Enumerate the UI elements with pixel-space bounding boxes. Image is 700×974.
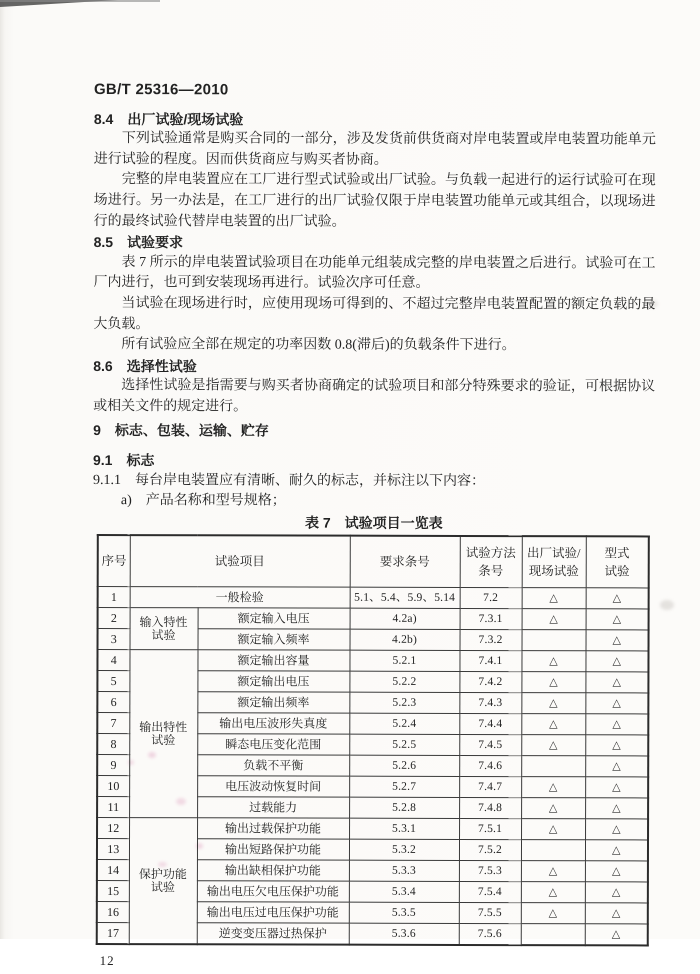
- cell-type-test-mark: △: [585, 756, 648, 777]
- cell-requirement-clause: 5.2.7: [349, 777, 459, 798]
- paragraph-8-4-2: 完整的岸电装置应在工厂进行型式试验或出厂试验。与负载一起进行的运行试验可在现场进行。另一办法是，在工厂进行的出厂试验仅限于岸电装置功能单元或其组合，以现场进行的最终试验代替岸电装置的出厂试验。: [93, 172, 656, 230]
- cell-test-item: 额定输出频率: [197, 692, 349, 713]
- cell-requirement-clause: 5.3.5: [349, 903, 459, 924]
- section-heading-9: 9 标志、包装、运输、贮存: [93, 421, 269, 438]
- cell-type-test-mark: △: [585, 840, 648, 861]
- cell-seq: 9: [97, 755, 129, 776]
- table-header-row: [98, 535, 649, 588]
- section-heading-8-4: 8.4 出厂试验/现场试验: [93, 110, 244, 127]
- list-item-a: a) 产品名称和型号规格；: [120, 493, 286, 509]
- cell-type-test-mark: △: [585, 924, 648, 946]
- cell-test-item: 一般检验: [130, 587, 350, 609]
- cell-test-item: 瞬态电压变化范围: [197, 734, 349, 755]
- cell-seq: 7: [97, 713, 129, 734]
- cell-test-item: 逆变变压器过热保护: [197, 923, 349, 945]
- cell-seq: 1: [98, 587, 130, 608]
- cell-requirement-clause: 5.2.3: [349, 693, 459, 714]
- cell-type-test-mark: △: [585, 861, 648, 882]
- cell-factory-test-mark: △: [521, 672, 585, 693]
- cell-requirement-clause: 5.3.6: [349, 924, 459, 946]
- cell-type-test-mark: △: [585, 882, 648, 903]
- cell-test-item: 输出缺相保护功能: [197, 860, 349, 881]
- table-row: [98, 608, 649, 630]
- cell-method-clause: 7.5.4: [459, 882, 521, 903]
- cell-type-test-mark: △: [585, 693, 648, 714]
- cell-seq: 8: [97, 734, 129, 755]
- cell-requirement-clause: 4.2a): [350, 609, 460, 630]
- cell-type-test-mark: △: [585, 777, 648, 798]
- cell-method-clause: 7.4.2: [459, 672, 521, 693]
- cell-test-item: 过载能力: [197, 797, 349, 818]
- header-item: 试验项目: [130, 536, 350, 588]
- cell-type-test-mark: △: [585, 672, 648, 693]
- test-items-table: [96, 534, 650, 946]
- paragraph-8-4-1: 下列试验通常是购买合同的一部分，涉及发货前供货商对岸电装置或岸电装置功能单元进行试验的程度。因而供货商应与购买者协商。: [93, 131, 656, 168]
- page-number: 12: [99, 953, 115, 969]
- cell-seq: 17: [97, 923, 129, 945]
- scan-artifact-top-edge: [0, 0, 160, 2]
- cell-requirement-clause: 5.2.6: [349, 756, 459, 777]
- cell-test-item: 输出电压过电压保护功能: [197, 902, 349, 923]
- cell-seq: 6: [97, 692, 129, 713]
- cell-seq: 14: [97, 860, 129, 881]
- cell-type-test-mark: △: [585, 651, 648, 672]
- cell-seq: 15: [97, 881, 129, 902]
- cell-test-item: 额定输出电压: [197, 671, 349, 692]
- paragraph-8-5-1: 表 7 所示的岸电装置试验项目在功能单元组装成完整的岸电装置之后进行。试验可在工厂内进行，也可到安装现场再进行。试验次序可任意。: [93, 254, 656, 292]
- cell-factory-test-mark: △: [521, 735, 585, 756]
- header-seq: 序号: [98, 535, 130, 587]
- cell-factory-test-mark: [521, 924, 585, 946]
- cell-test-item: 额定输入频率: [198, 629, 350, 650]
- cell-test-group: 输入特性 试验: [130, 608, 198, 650]
- standard-code: GB/T 25316—2010: [93, 81, 229, 99]
- cell-factory-test-mark: [522, 630, 586, 651]
- cell-factory-test-mark: △: [521, 903, 585, 924]
- cell-factory-test-mark: △: [521, 861, 585, 882]
- cell-seq: 16: [97, 902, 129, 923]
- cell-test-item: 负载不平衡: [197, 755, 349, 776]
- cell-factory-test-mark: △: [521, 882, 585, 903]
- cell-requirement-clause: 5.2.5: [349, 735, 459, 756]
- page-content: [92, 80, 656, 974]
- cell-factory-test-mark: [521, 756, 585, 777]
- cell-method-clause: 7.4.5: [459, 735, 521, 756]
- cell-test-group: 保护功能 试验: [129, 818, 197, 945]
- cell-type-test-mark: △: [586, 609, 649, 630]
- cell-type-test-mark: △: [585, 735, 648, 756]
- cell-test-item: 输出电压欠电压保护功能: [197, 881, 349, 902]
- paragraph-8-5-3: 所有试验应全部在规定的功率因数 0.8(滞后)的负载条件下进行。: [121, 337, 516, 354]
- cell-test-group: 输出特性 试验: [129, 650, 197, 818]
- cell-method-clause: 7.3.1: [460, 609, 522, 630]
- cell-method-clause: 7.5.5: [459, 903, 521, 924]
- cell-requirement-clause: 5.2.2: [349, 672, 459, 693]
- cell-factory-test-mark: △: [521, 693, 585, 714]
- header-factory: 出厂试验/ 现场试验: [522, 537, 586, 589]
- table-row: [97, 818, 648, 840]
- cell-type-test-mark: △: [586, 588, 649, 609]
- scan-artifact-smudge: [660, 600, 674, 610]
- cell-seq: 5: [97, 671, 129, 692]
- cell-factory-test-mark: △: [521, 819, 585, 840]
- section-heading-8-5: 8.5 试验要求: [93, 234, 184, 251]
- table-row: [97, 650, 648, 672]
- cell-method-clause: 7.4.8: [459, 798, 521, 819]
- cell-type-test-mark: △: [585, 714, 648, 735]
- cell-test-item: 输出电压波形失真度: [197, 713, 349, 734]
- cell-test-item: 额定输出容量: [197, 650, 349, 671]
- cell-seq: 4: [97, 650, 129, 671]
- cell-factory-test-mark: △: [521, 651, 585, 672]
- test-table-body: [97, 587, 649, 946]
- cell-seq: 12: [97, 818, 129, 839]
- cell-method-clause: 7.4.6: [459, 756, 521, 777]
- cell-requirement-clause: 4.2b): [350, 630, 460, 651]
- cell-factory-test-mark: [521, 840, 585, 861]
- cell-seq: 10: [97, 776, 129, 797]
- cell-method-clause: 7.4.3: [459, 693, 521, 714]
- header-method: 试验方法 条号: [460, 536, 522, 588]
- cell-seq: 11: [97, 797, 129, 818]
- cell-method-clause: 7.2: [460, 588, 522, 609]
- paragraph-8-6-1: 选择性试验是指需要与购买者协商确定的试验项目和部分特殊要求的验证，可根据协议或相关文件的规定进行。: [93, 378, 656, 415]
- paragraph-8-5-2: 当试验在现场进行时，应使用现场可得到的、不超过完整岸电装置配置的额定负载的最大负载。: [93, 296, 656, 332]
- clause-9-1-1: 9.1.1 每台岸电装置应有清晰、耐久的标志，并标注以下内容：: [92, 472, 485, 489]
- cell-type-test-mark: △: [586, 630, 649, 651]
- cell-factory-test-mark: △: [522, 609, 586, 630]
- cell-requirement-clause: 5.1、5.4、5.9、5.14: [350, 588, 460, 609]
- cell-method-clause: 7.5.3: [459, 861, 521, 882]
- cell-method-clause: 7.4.4: [459, 714, 521, 735]
- cell-factory-test-mark: △: [521, 714, 585, 735]
- section-heading-8-6: 8.6 选择性试验: [93, 357, 197, 374]
- cell-seq: 13: [97, 839, 129, 860]
- cell-method-clause: 7.5.1: [459, 819, 521, 840]
- cell-factory-test-mark: △: [521, 777, 585, 798]
- table-row: [98, 587, 649, 609]
- cell-type-test-mark: △: [585, 798, 648, 819]
- cell-requirement-clause: 5.2.4: [349, 714, 459, 735]
- cell-test-item: 额定输入电压: [198, 608, 350, 629]
- cell-test-item: 电压波动恢复时间: [197, 776, 349, 797]
- cell-requirement-clause: 5.2.1: [349, 651, 459, 672]
- cell-seq: 3: [98, 629, 130, 650]
- header-req: 要求条号: [350, 536, 460, 588]
- cell-type-test-mark: △: [585, 819, 648, 840]
- cell-requirement-clause: 5.3.1: [349, 819, 459, 840]
- cell-method-clause: 7.3.2: [460, 630, 522, 651]
- cell-test-item: 输出短路保护功能: [197, 839, 349, 860]
- cell-requirement-clause: 5.3.2: [349, 840, 459, 861]
- cell-factory-test-mark: △: [521, 798, 585, 819]
- cell-requirement-clause: 5.3.3: [349, 861, 459, 882]
- cell-test-item: 输出过载保护功能: [197, 818, 349, 839]
- cell-type-test-mark: △: [585, 903, 648, 924]
- header-type: 型式 试验: [586, 537, 649, 589]
- cell-factory-test-mark: △: [522, 588, 586, 609]
- cell-method-clause: 7.5.2: [459, 840, 521, 861]
- cell-seq: 2: [98, 608, 130, 629]
- cell-requirement-clause: 5.2.8: [349, 798, 459, 819]
- cell-method-clause: 7.5.6: [459, 924, 521, 946]
- cell-method-clause: 7.4.1: [459, 651, 521, 672]
- table-caption: 表 7 试验项目一览表: [304, 514, 443, 531]
- cell-method-clause: 7.4.7: [459, 777, 521, 798]
- cell-requirement-clause: 5.3.4: [349, 882, 459, 903]
- section-heading-9-1: 9.1 标志: [92, 452, 155, 469]
